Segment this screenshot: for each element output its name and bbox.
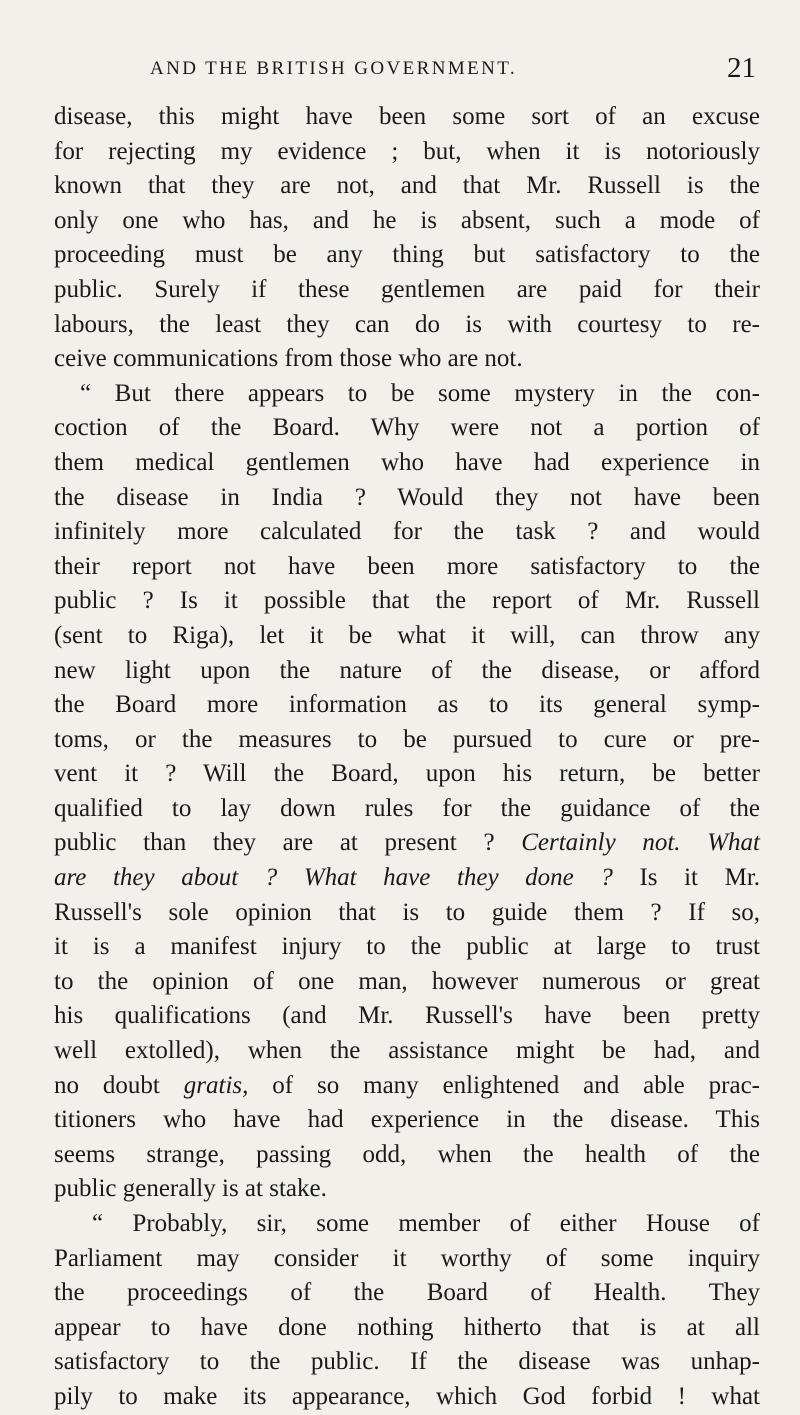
text-line: satisfactory to the public. If the disease was unhap- (54, 1348, 760, 1376)
text-line: it is a manifest injury to the public at large to trust (54, 933, 760, 961)
text-line: are they about ? What have they done ? Is it Mr. (54, 864, 761, 892)
text-line: vent it ? Will the Board, upon his return, be better (54, 760, 760, 788)
text-line: appear to have done nothing hitherto that is at all (54, 1313, 760, 1341)
text-line: new light upon the nature of the disease, or afford (54, 656, 760, 684)
text-line: public ? Is it possible that the report of Mr. Russell (54, 587, 760, 615)
running-head (54, 50, 760, 90)
text-line: Parliament may consider it worthy of some inquiry (54, 1244, 760, 1272)
text-line: public than they are at present ? Certainly not. What (54, 829, 761, 857)
text-line: Russell's sole opinion that is to guide them ? If so, (54, 898, 760, 926)
text-line: public. Surely if these gentlemen are paid for their (54, 275, 760, 303)
text-line: them medical gentlemen who have had experience in (54, 448, 760, 476)
text-line: no doubt gratis, of so many enlightened and able prac- (54, 1071, 760, 1099)
text-line: toms, or the measures to be pursued to cure or pre- (54, 725, 760, 753)
text-line: their report not have been more satisfactory to the (54, 552, 760, 580)
text-line: titioners who have had experience in the disease. This (54, 1106, 760, 1134)
text-line: the Board more information as to its general symp- (54, 691, 760, 719)
text-line: the disease in India ? Would they not have been (54, 483, 760, 511)
text-line: the proceedings of the Board of Health. They (54, 1279, 760, 1307)
body-text (54, 100, 760, 1415)
text-line: infinitely more calculated for the task ? and would (54, 518, 760, 546)
text-line: proceeding must be any thing but satisfactory to the (54, 241, 760, 269)
text-line: labours, the least they can do is with courtesy to re- (54, 310, 760, 338)
text-line: well extolled), when the assistance might be had, and (54, 1037, 760, 1065)
text-line: (sent to Riga), let it be what it will, can throw any (54, 621, 760, 649)
page-number: 21 (727, 52, 756, 84)
text-line: to the opinion of one man, however numerous or great (54, 967, 760, 995)
text-line: only one who has, and he is absent, such a mode of (54, 206, 760, 234)
running-head-title: AND THE BRITISH GOVERNMENT. (150, 58, 518, 79)
text-line: for rejecting my evidence ; but, when it is notoriously (54, 137, 760, 165)
text-line: coction of the Board. Why were not a portion of (54, 414, 760, 442)
text-line: qualified to lay down rules for the guidance of the (54, 794, 760, 822)
text-line: “ But there appears to be some mystery in the con- (80, 379, 760, 407)
text-line: ceive communications from those who are not. (54, 345, 523, 373)
text-line: disease, this might have been some sort of an excuse (54, 103, 760, 130)
text-line: known that they are not, and that Mr. Russell is the (54, 172, 760, 200)
text-line: public generally is at stake. (54, 1175, 327, 1203)
text-line: seems strange, passing odd, when the health of the (54, 1140, 760, 1168)
text-line: pily to make its appearance, which God forbid ! what (54, 1382, 760, 1410)
text-line: “ Probably, sir, some member of either House of (92, 1210, 760, 1237)
text-line: his qualifications (and Mr. Russell's have been pretty (54, 1002, 760, 1030)
